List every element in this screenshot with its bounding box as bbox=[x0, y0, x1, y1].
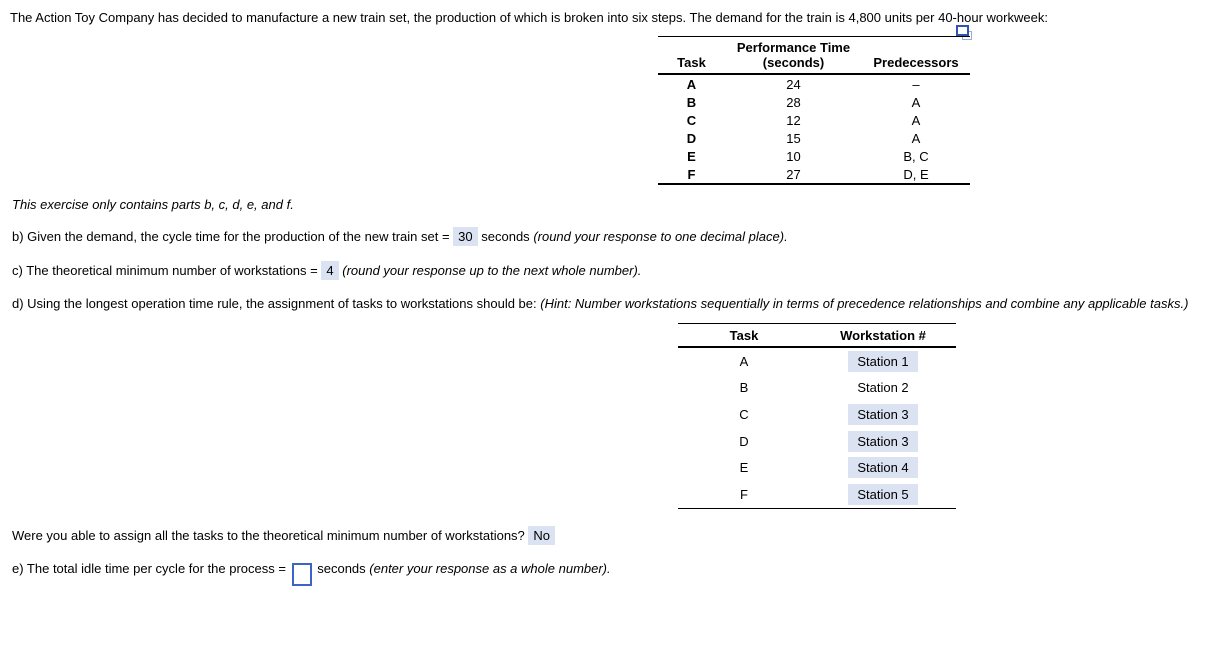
table-row bbox=[678, 454, 956, 481]
station-answer-field[interactable]: Station 1 bbox=[848, 351, 917, 372]
assignment-table-header bbox=[678, 324, 956, 348]
table-row bbox=[678, 348, 956, 375]
part-c-line bbox=[12, 263, 641, 278]
pred-cell: D, E bbox=[903, 166, 929, 182]
workstation-assignment-table bbox=[678, 323, 956, 509]
part-e-unit: seconds bbox=[317, 561, 366, 576]
task-cell: B bbox=[739, 380, 749, 396]
min-question-text: Were you able to assign all the tasks to the theoretical minimum number of workstations? bbox=[12, 528, 525, 543]
task-cell: E bbox=[687, 148, 696, 164]
part-b-answer-field[interactable]: 30 bbox=[453, 227, 477, 246]
table-row bbox=[658, 147, 970, 165]
task-cell: A bbox=[739, 353, 749, 369]
table-row bbox=[658, 129, 970, 147]
task-cell: D bbox=[686, 130, 697, 146]
part-b-instruction: (round your response to one decimal place). bbox=[533, 229, 788, 244]
min-workstations-question bbox=[12, 528, 555, 543]
exercise-note: This exercise only contains parts b, c, d, e, and f. bbox=[12, 197, 294, 212]
table-row bbox=[678, 401, 956, 428]
station-answer-field[interactable]: Station 4 bbox=[848, 457, 917, 478]
table-row bbox=[658, 111, 970, 129]
part-d-hint: (Hint: Number workstations sequentially in terms of precedence relationships and combine any applicable tasks.) bbox=[540, 296, 1189, 311]
task-data-table bbox=[658, 36, 970, 185]
pred-cell: A bbox=[911, 112, 921, 128]
task-cell: A bbox=[686, 76, 697, 92]
header-performance-time: Performance Time (seconds) bbox=[736, 40, 851, 70]
table-row bbox=[658, 165, 970, 183]
task-cell: C bbox=[686, 112, 697, 128]
table-row bbox=[658, 93, 970, 111]
time-cell: 10 bbox=[786, 148, 801, 164]
part-c-text: c) The theoretical minimum number of workstations = bbox=[12, 263, 318, 278]
table-row bbox=[658, 75, 970, 93]
time-cell: 28 bbox=[786, 94, 801, 110]
part-e-line bbox=[12, 561, 611, 586]
copy-icon-front bbox=[956, 25, 969, 36]
station-answer-field[interactable]: Station 2 bbox=[857, 380, 909, 396]
task-cell: B bbox=[686, 94, 697, 110]
table-row bbox=[678, 481, 956, 508]
time-cell: 15 bbox=[786, 130, 801, 146]
task-cell: F bbox=[687, 166, 696, 182]
table-row bbox=[678, 428, 956, 455]
time-cell: 24 bbox=[786, 76, 801, 92]
header-task: Task bbox=[677, 55, 706, 70]
part-d-text: d) Using the longest operation time rule, the assignment of tasks to workstations should be: bbox=[12, 296, 537, 311]
part-e-instruction: (enter your response as a whole number). bbox=[369, 561, 611, 576]
part-c-instruction: (round your response up to the next whole number). bbox=[342, 263, 642, 278]
task-cell: F bbox=[740, 486, 748, 502]
pred-cell: B, C bbox=[903, 148, 929, 164]
min-question-answer-field[interactable]: No bbox=[528, 526, 555, 545]
task-cell: C bbox=[739, 406, 749, 422]
header-predecessors: Predecessors bbox=[873, 55, 959, 70]
station-answer-field[interactable]: Station 5 bbox=[848, 484, 917, 505]
task-cell: E bbox=[739, 460, 749, 476]
part-b-text: b) Given the demand, the cycle time for the production of the new train set = bbox=[12, 229, 450, 244]
part-d-line bbox=[12, 296, 1188, 311]
pred-cell: – bbox=[912, 76, 920, 92]
task-table-header bbox=[658, 37, 970, 75]
part-e-answer-input[interactable] bbox=[292, 563, 312, 586]
time-cell: 12 bbox=[786, 112, 801, 128]
intro-text: The Action Toy Company has decided to manufacture a new train set, the production of which is broken into six steps. The demand for the train is 4,800 units per 40-hour workweek: bbox=[10, 10, 1048, 25]
part-b-unit: seconds bbox=[481, 229, 530, 244]
header-workstation: Workstation # bbox=[840, 327, 926, 343]
table-row bbox=[678, 375, 956, 402]
station-answer-field[interactable]: Station 3 bbox=[848, 404, 917, 425]
part-b-line bbox=[12, 229, 788, 244]
station-answer-field[interactable]: Station 3 bbox=[848, 431, 917, 452]
header-task: Task bbox=[729, 327, 759, 343]
pred-cell: A bbox=[911, 130, 921, 146]
part-e-text: e) The total idle time per cycle for the process = bbox=[12, 561, 286, 576]
task-cell: D bbox=[739, 433, 749, 449]
time-cell: 27 bbox=[786, 166, 801, 182]
pred-cell: A bbox=[911, 94, 921, 110]
part-c-answer-field[interactable]: 4 bbox=[321, 261, 338, 280]
